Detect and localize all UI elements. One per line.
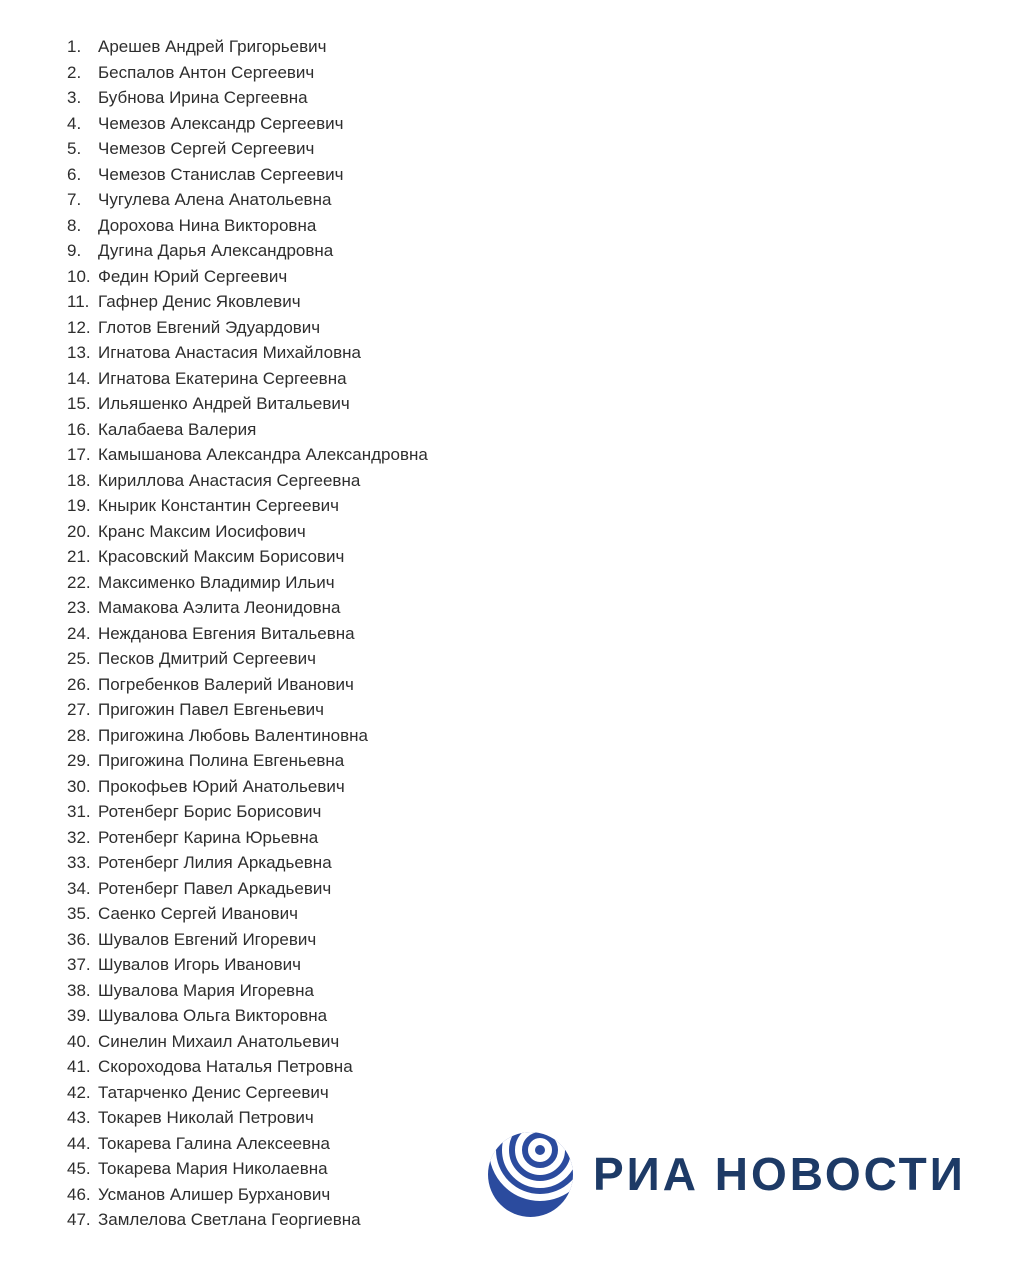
list-item-number: 23. <box>67 598 91 617</box>
list-item-number: 41. <box>67 1057 91 1076</box>
list-item-number: 10. <box>67 266 91 286</box>
list-item <box>67 595 428 621</box>
list-item-number: 14. <box>67 368 91 388</box>
list-item-name: Токарева Галина Алексеевна <box>98 1133 331 1153</box>
list-item <box>67 1182 428 1208</box>
list-item-name: Ротенберг Лилия Аркадьевна <box>98 853 332 872</box>
list-item-number: 38. <box>67 980 91 1000</box>
list-item-number: 5. <box>67 139 82 158</box>
list-item-name: Максименко Владимир Ильич <box>98 572 335 592</box>
list-item-number: 6. <box>67 164 82 184</box>
list-item <box>67 748 428 774</box>
list-item-number: 44. <box>67 1133 91 1153</box>
list-item-name: Гафнер Денис Яковлевич <box>98 292 301 311</box>
list-item <box>67 850 428 876</box>
list-item <box>67 442 428 468</box>
list-item <box>67 1054 428 1080</box>
list-item <box>67 493 428 519</box>
list-item <box>67 697 428 723</box>
list-item-name: Мамакова Аэлита Леонидовна <box>98 598 341 617</box>
list-item-name: Татарченко Денис Сергеевич <box>98 1082 329 1102</box>
list-item <box>67 1080 428 1106</box>
list-item-number: 46. <box>67 1184 91 1204</box>
list-item <box>67 238 428 264</box>
list-item-number: 39. <box>67 1006 91 1025</box>
list-item-name: Саенко Сергей Иванович <box>98 904 298 923</box>
list-item <box>67 646 428 672</box>
list-item <box>67 417 428 443</box>
list-item <box>67 366 428 392</box>
list-item-number: 19. <box>67 496 91 515</box>
list-item-name: Кнырик Константин Сергеевич <box>98 496 340 515</box>
list-item-name: Кранс Максим Иосифович <box>98 521 306 541</box>
list-item <box>67 264 428 290</box>
list-item <box>67 187 428 213</box>
list-item <box>67 544 428 570</box>
list-item-name: Шувалова Мария Игоревна <box>98 980 314 1000</box>
list-item-name: Чемезов Александр Сергеевич <box>98 113 344 133</box>
list-item-number: 43. <box>67 1108 91 1127</box>
list-item-name: Шувалова Ольга Викторовна <box>98 1006 328 1025</box>
list-item-number: 27. <box>67 700 91 719</box>
list-item <box>67 927 428 953</box>
list-item-name: Федин Юрий Сергеевич <box>98 266 288 286</box>
list-item-number: 37. <box>67 955 91 974</box>
list-item-name: Беспалов Антон Сергеевич <box>98 62 315 82</box>
list-item <box>67 901 428 927</box>
list-item <box>67 213 428 239</box>
list-item-number: 22. <box>67 572 91 592</box>
list-item <box>67 34 428 60</box>
list-item-number: 12. <box>67 317 91 337</box>
list-item-number: 13. <box>67 343 91 362</box>
list-item-number: 32. <box>67 827 91 847</box>
list-item <box>67 468 428 494</box>
ria-novosti-wordmark: РИА НОВОСТИ <box>593 1148 966 1200</box>
list-item-name: Кириллова Анастасия Сергеевна <box>98 470 361 490</box>
list-item-name: Ротенберг Борис Борисович <box>98 802 322 821</box>
list-item <box>67 1003 428 1029</box>
list-item-name: Дорохова Нина Викторовна <box>98 215 317 235</box>
list-item <box>67 60 428 86</box>
list-item-name: Токарева Мария Николаевна <box>98 1159 328 1178</box>
list-item <box>67 825 428 851</box>
list-item <box>67 672 428 698</box>
list-item <box>67 340 428 366</box>
list-item-number: 4. <box>67 113 82 133</box>
list-item-number: 15. <box>67 394 91 413</box>
list-item-number: 7. <box>67 190 82 209</box>
list-item-number: 26. <box>67 674 91 694</box>
list-item <box>67 1131 428 1157</box>
list-item-name: Ротенберг Павел Аркадьевич <box>98 878 332 898</box>
list-item-name: Игнатова Екатерина Сергеевна <box>98 368 347 388</box>
list-item-name: Шувалов Евгений Игоревич <box>98 929 317 949</box>
list-item <box>67 1207 428 1233</box>
list-item <box>67 391 428 417</box>
list-item-number: 33. <box>67 853 91 872</box>
list-item-number: 24. <box>67 623 91 643</box>
list-item-name: Игнатова Анастасия Михайловна <box>98 343 361 362</box>
list-item-name: Чемезов Станислав Сергеевич <box>98 164 344 184</box>
list-item-name: Нежданова Евгения Витальевна <box>98 623 355 643</box>
list-item-name: Ротенберг Карина Юрьевна <box>98 827 319 847</box>
ria-novosti-logo <box>488 1132 966 1217</box>
list-item-number: 36. <box>67 929 91 949</box>
list-item-number: 18. <box>67 470 91 490</box>
list-item-number: 47. <box>67 1210 91 1229</box>
list-item-number: 17. <box>67 445 91 464</box>
list-item <box>67 876 428 902</box>
list-item-number: 21. <box>67 547 91 566</box>
list-item-name: Чемезов Сергей Сергеевич <box>98 139 315 158</box>
list-item-name: Ильяшенко Андрей Витальевич <box>98 394 350 413</box>
list-item-number: 30. <box>67 776 91 796</box>
list-item-name: Токарев Николай Петрович <box>98 1108 314 1127</box>
list-item <box>67 519 428 545</box>
list-item-name: Бубнова Ирина Сергеевна <box>98 88 308 107</box>
list-item-name: Пригожина Любовь Валентиновна <box>98 725 368 745</box>
list-item-name: Красовский Максим Борисович <box>98 547 345 566</box>
list-item-number: 2. <box>67 62 82 82</box>
list-item-number: 3. <box>67 88 82 107</box>
ria-globe-icon <box>488 1132 573 1217</box>
list-item <box>67 111 428 137</box>
list-item <box>67 289 428 315</box>
list-item <box>67 1029 428 1055</box>
list-item <box>67 723 428 749</box>
list-item-name: Погребенков Валерий Иванович <box>98 674 354 694</box>
list-item-name: Замлелова Светлана Георгиевна <box>98 1210 361 1229</box>
list-item-number: 8. <box>67 215 82 235</box>
list-item-number: 20. <box>67 521 91 541</box>
list-item-number: 9. <box>67 241 82 260</box>
list-item-number: 31. <box>67 802 91 821</box>
list-item <box>67 799 428 825</box>
list-item-name: Калабаева Валерия <box>98 419 257 439</box>
list-item <box>67 774 428 800</box>
list-item-name: Усманов Алишер Бурханович <box>98 1184 331 1204</box>
list-item-name: Пригожин Павел Евгеньевич <box>98 700 325 719</box>
list-item <box>67 85 428 111</box>
list-item-number: 45. <box>67 1159 91 1178</box>
list-item <box>67 621 428 647</box>
list-item-number: 34. <box>67 878 91 898</box>
list-item-name: Чугулева Алена Анатольевна <box>98 190 332 209</box>
list-item-name: Песков Дмитрий Сергеевич <box>98 649 316 668</box>
names-list <box>67 34 428 1233</box>
list-item <box>67 1156 428 1182</box>
list-item-name: Дугина Дарья Александровна <box>98 241 334 260</box>
list-item <box>67 162 428 188</box>
list-item-name: Арешев Андрей Григорьевич <box>98 37 327 56</box>
list-item-name: Синелин Михаил Анатольевич <box>98 1031 340 1051</box>
list-item-name: Камышанова Александра Александровна <box>98 445 428 464</box>
list-item-number: 35. <box>67 904 91 923</box>
list-item-number: 11. <box>67 292 90 311</box>
list-item-number: 25. <box>67 649 91 668</box>
list-item <box>67 952 428 978</box>
list-item-name: Глотов Евгений Эдуардович <box>98 317 321 337</box>
list-item-number: 40. <box>67 1031 91 1051</box>
list-item <box>67 315 428 341</box>
list-item-number: 42. <box>67 1082 91 1102</box>
list-item-name: Пригожина Полина Евгеньевна <box>98 751 345 770</box>
list-item-number: 1. <box>67 37 82 56</box>
list-item-number: 16. <box>67 419 91 439</box>
list-item-number: 28. <box>67 725 91 745</box>
list-item <box>67 136 428 162</box>
list-item <box>67 570 428 596</box>
list-item-number: 29. <box>67 751 91 770</box>
list-item <box>67 1105 428 1131</box>
list-item <box>67 978 428 1004</box>
list-item-name: Шувалов Игорь Иванович <box>98 955 301 974</box>
list-item-name: Скороходова Наталья Петровна <box>98 1057 353 1076</box>
list-item-name: Прокофьев Юрий Анатольевич <box>98 776 345 796</box>
